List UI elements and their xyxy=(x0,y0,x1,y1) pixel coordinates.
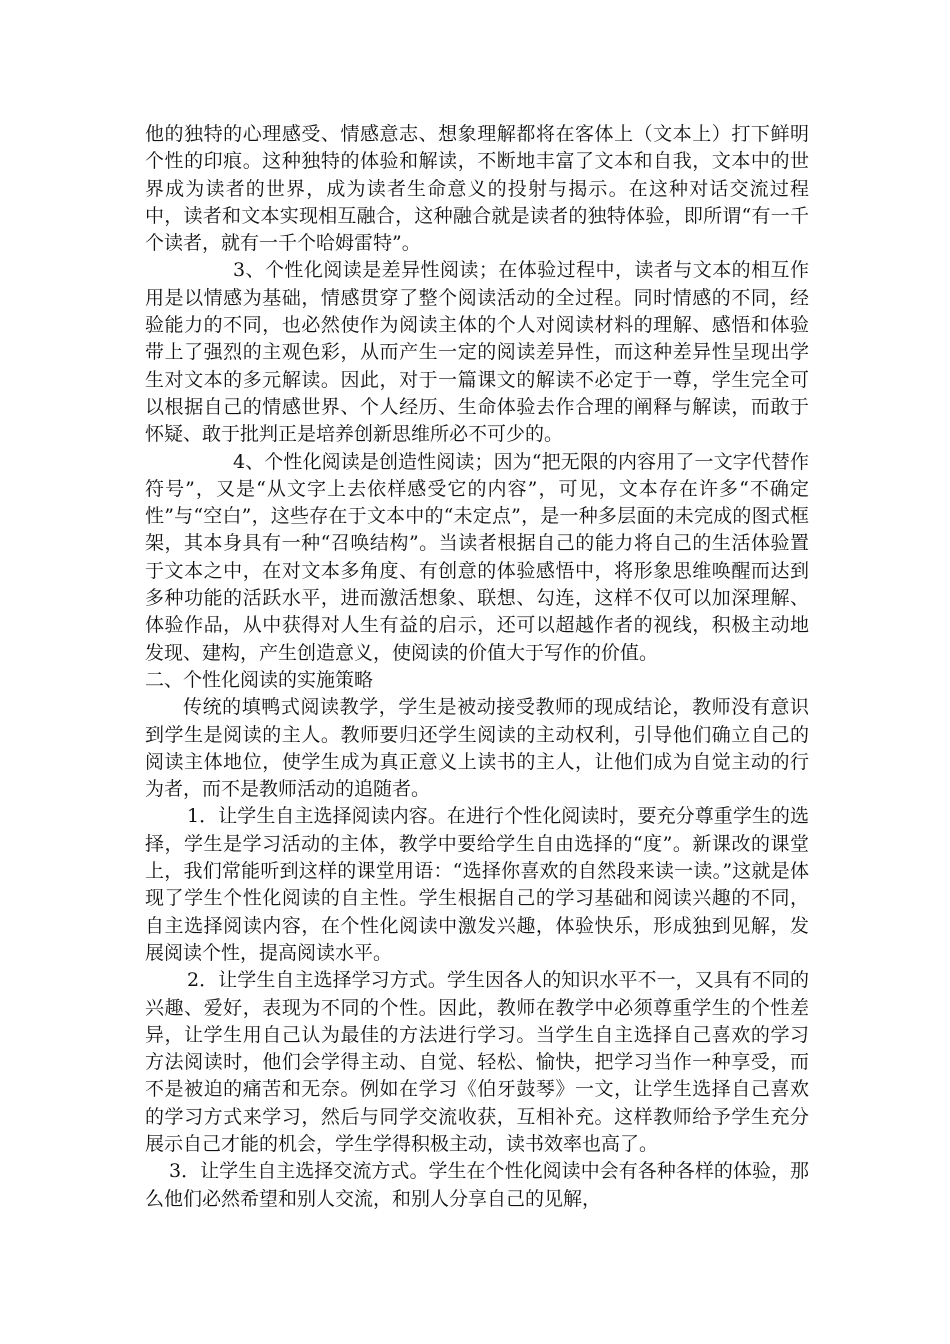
document-page xyxy=(145,121,809,1213)
paragraph-1-continuation: 他的独特的心理感受、情感意志、想象理解都将在客体上（文本上）打下鲜明个性的印痕。这种独特的体验和解读，不断地丰富了文本和自我，文本中的世界成为读者的世界，成为读者生命意义的投射与揭示。在这种对话交流过程中，读者和文本实现相互融合，这种融合就是读者的独特体验，即所谓“有一千个读者，就有一千个哈姆雷特”。 xyxy=(145,123,809,255)
section-heading: 二、个性化阅读的实施策略 xyxy=(145,668,374,691)
paragraph-point-4: 4、个性化阅读是创造性阅读；因为“把无限的内容用了一文字代替作符号”，又是“从文字上去依样感受它的内容”，可见，文本存在许多“不确定性”与“空白”，这些存在于文本中的“未定点”，是一种多层面的未完成的图式框架，其本身具有一种“召唤结构”。当读者根据自己的能力将自己的生活体验置于文本之中，在对文本多角度、有创意的体验感悟中，将形象思维唤醒而达到多种功能的活跃水平，进而激活想象、联想、勾连，这样不仅可以加深理解、体验作品，从中获得对人生有益的启示，还可以超越作者的视线，积极主动地发现、建构，产生创造意义，使阅读的价值大于写作的价值。 xyxy=(145,450,809,664)
paragraph-strategy-2: 2．让学生自主选择学习方式。学生因各人的知识水平不一，又具有不同的兴趣、爱好，表现为不同的个性。因此，教师在教学中必须尊重学生的个性差异，让学生用自己认为最佳的方法进行学习。当学生自主选择自己喜欢的学习方法阅读时，他们会学得主动、自觉、轻松、愉快，把学习当作一种享受，而不是被迫的痛苦和无奈。例如在学习《伯牙鼓琴》一文，让学生选择自己喜欢的学习方式来学习，然后与同学交流收获，互相补充。这样教师给予学生充分展示自己才能的机会，学生学得积极主动，读书效率也高了。 xyxy=(145,969,809,1155)
paragraph-strategy-3: 3．让学生自主选择交流方式。学生在个性化阅读中会有各种各样的体验，那么他们必然希望和别人交流，和别人分享自己的见解， xyxy=(145,1160,809,1210)
paragraph-intro: 传统的填鸭式阅读教学，学生是被动接受教师的现成结论，教师没有意识到学生是阅读的主人。教师要归还学生阅读的主动权利，引导他们确立自己的阅读主体地位，使学生成为真正意义上读书的主人，让他们成为自觉主动的行为者，而不是教师活动的追随者。 xyxy=(145,696,809,801)
paragraph-point-3: 3、个性化阅读是差异性阅读；在体验过程中，读者与文本的相互作用是以情感为基础，情感贯穿了整个阅读活动的全过程。同时情感的不同，经验能力的不同，也必然使作为阅读主体的个人对阅读材料的理解、感悟和体验带上了强烈的主观色彩，从而产生一定的阅读差异性，而这种差异性呈现出学生对文本的多元解读。因此，对于一篇课文的解读不必定于一尊，学生完全可以根据自己的情感世界、个人经历、生命体验去作合理的阐释与解读，而敢于怀疑、敢于批判正是培养创新思维所必不可少的。 xyxy=(145,259,809,446)
paragraph-strategy-1: 1．让学生自主选择阅读内容。在进行个性化阅读时，要充分尊重学生的选择，学生是学习活动的主体，教学中要给学生自由选择的“度”。新课改的课堂上，我们常能听到这样的课堂用语：“选择你喜欢的自然段来读一读。”这就是体现了学生个性化阅读的自主性。学生根据自己的学习基础和阅读兴趣的不同，自主选择阅读内容，在个性化阅读中激发兴趣，体验快乐，形成独到见解，发展阅读个性，提高阅读水平。 xyxy=(145,805,809,964)
